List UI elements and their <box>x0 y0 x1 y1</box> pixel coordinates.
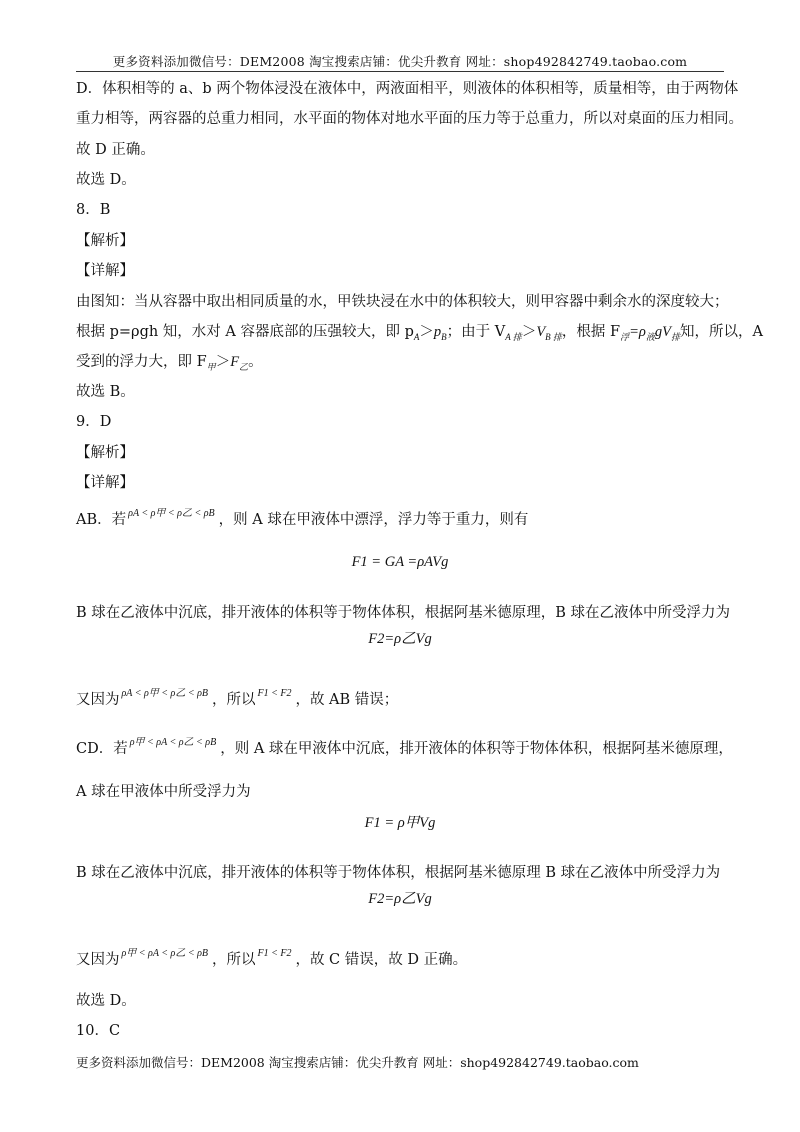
equation-1: F1 = GA =ρAVg <box>351 554 449 570</box>
q8-line-2: 根据 p=ρgh 知，水对 A 容器底部的压强较大，即 $p_A>p_B$；由于 $V_{A 排}>V_{B 排}$，根据 $F_浮=\rho_液gV_排$知，所以，A <box>76 324 763 342</box>
q8-analysis-heading: 【解析】 <box>76 233 134 249</box>
q8-line-1: 由图知：当从容器中取出相同质量的水，甲铁块浸在水中的体积较大，则甲容器中剩余水的深度较大； <box>76 294 729 310</box>
q9-ab-line: AB．若 $^{\rho A < \rho 甲 < \rho 乙 < \rho B}$ ，则 A 球在甲液体中漂浮，浮力等于重力，则有 <box>76 508 529 528</box>
q9-b-sink-line-1: B 球在乙液体中沉底，排开液体的体积等于物体体积，根据阿基米德原理，B 球在乙液体中所受浮力为 <box>76 605 731 621</box>
cd-condition: ρ甲 < ρA < ρ乙 < ρB <box>129 737 217 748</box>
equation-3: F1 = ρ甲Vg <box>364 815 436 831</box>
line-d-option-cont: 重力相等，两容器的总重力相同，水平面的物体对地水平面的压力等于总重力，所以对桌面的压力相同。 <box>76 111 743 127</box>
question-10-answer: 10．C <box>76 1023 121 1039</box>
page-header: 更多资料添加微信号：DEM2008 淘宝搜索店铺：优尖升教育 网址：shop492842749.taobao.com <box>112 54 688 69</box>
q9-also-line-2: 又因为 $^{\rho 甲 < \rho A < \rho 乙 < \rho B}$ ，所以 $^{F1 < F2}$ ，故 C 错误，故 D 正确。 <box>76 948 468 968</box>
question-9-answer: 9．D <box>76 414 112 430</box>
question-8-answer: 8．B <box>76 202 111 218</box>
line-choice-d: 故选 D。 <box>76 172 136 188</box>
header-rule <box>76 71 724 72</box>
q9-cd-line: CD．若 $^{\rho 甲 < \rho A < \rho 乙 < \rho B}$ ，则 A 球在甲液体中沉底，排开液体的体积等于物体体积，根据阿基米德原理， <box>76 737 733 757</box>
q9-b-sink-line-2: B 球在乙液体中沉底，排开液体的体积等于物体体积，根据阿基米德原理 B 球在乙液体中所受浮力为 <box>76 865 721 881</box>
page-footer: 更多资料添加微信号：DEM2008 淘宝搜索店铺：优尖升教育 网址：shop492842749.taobao.com <box>76 1055 639 1070</box>
q8-choice: 故选 B。 <box>76 384 135 400</box>
line-d-option: D．体积相等的 a、b 两个物体浸没在液体中，两液面相平，则液体的体积相等，质量相等，由于两物体 <box>76 81 739 97</box>
q9-analysis-heading: 【解析】 <box>76 445 134 461</box>
ab-condition: ρA < ρ甲 < ρ乙 < ρB <box>128 508 215 519</box>
line-d-correct: 故 D 正确。 <box>76 142 155 158</box>
q8-line-3: 受到的浮力大，即 $F_甲>F_乙$。 <box>76 354 263 372</box>
q8-detail-heading: 【详解】 <box>76 263 134 279</box>
q9-also-line-1: 又因为 $^{\rho A < \rho 甲 < \rho 乙 < \rho B}$ ，所以 $^{F1 < F2}$ ，故 AB 错误； <box>76 688 399 708</box>
q9-detail-heading: 【详解】 <box>76 475 134 491</box>
equation-4: F2=ρ乙Vg <box>368 891 432 907</box>
q9-a-force-line: A 球在甲液体中所受浮力为 <box>76 784 251 800</box>
q9-choice: 故选 D。 <box>76 993 136 1009</box>
equation-2: F2=ρ乙Vg <box>368 631 432 647</box>
